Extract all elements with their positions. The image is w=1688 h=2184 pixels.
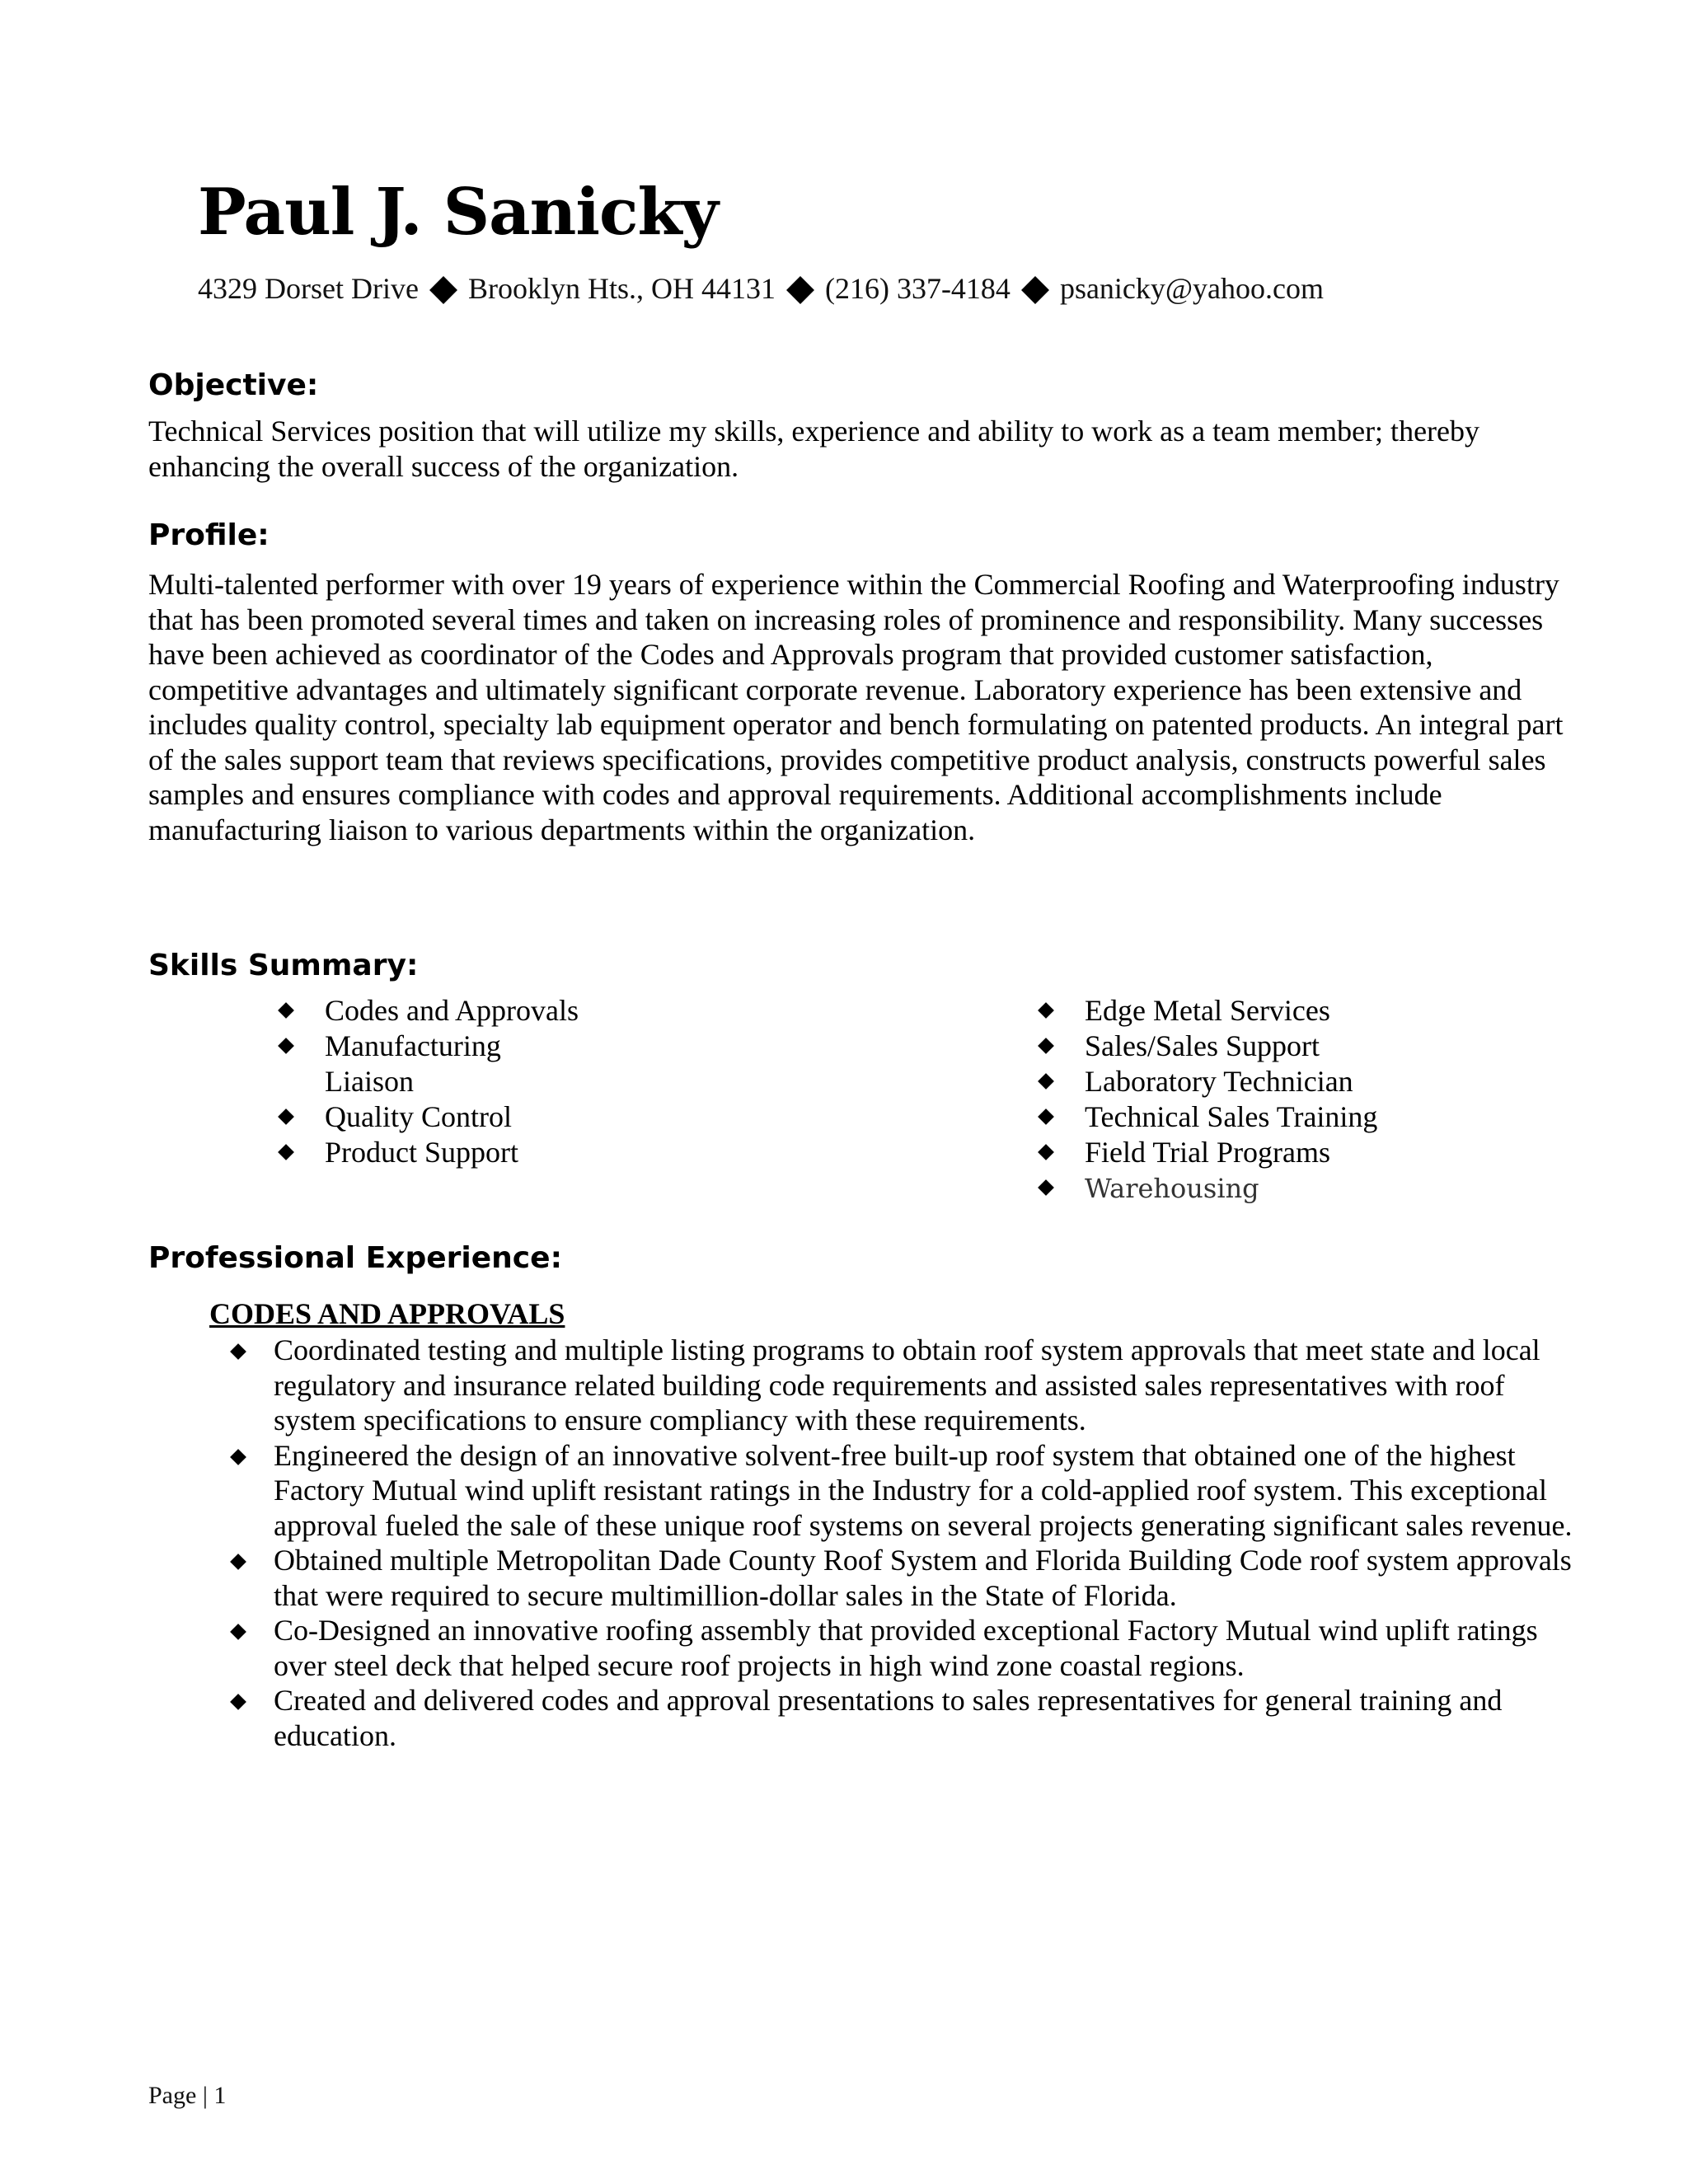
profile-heading: Profile:	[148, 518, 270, 552]
list-item	[224, 1438, 1576, 1544]
list-item	[224, 1333, 1576, 1438]
list-item	[224, 1613, 1576, 1683]
skill-label: Sales/Sales Support	[1085, 1029, 1320, 1062]
experience-item-text: Obtained multiple Metropolitan Dade County Roof System and Florida Building Code roof system approvals that were required to secure multimillion-dollar sales in the State of Florida.	[274, 1544, 1572, 1612]
skills-list-right	[1037, 993, 1531, 1207]
contact-city: Brooklyn Hts., OH 44131	[467, 272, 776, 305]
diamond-bullet-icon	[278, 1144, 294, 1160]
skill-label: Laboratory Technician	[1085, 1065, 1353, 1098]
diamond-bullet-icon	[278, 1108, 294, 1125]
list-item	[224, 1543, 1576, 1613]
experience-item-text: Created and delivered codes and approval presentations to sales representatives for general training and education.	[274, 1684, 1503, 1752]
contact-address: 4329 Dorset Drive	[198, 272, 419, 305]
experience-item-text: Engineered the design of an innovative solvent-free built-up roof system that obtained one of the highest Factory Mutual wind uplift resistant ratings in the Industry for a cold-applied roof system. This exceptional approval fueled the sale of these unique roof systems on several projects generating significant sales revenue.	[274, 1438, 1573, 1542]
diamond-bullet-icon	[1038, 1002, 1054, 1019]
experience-list	[224, 1333, 1576, 1753]
skill-label: Field Trial Programs	[1085, 1136, 1331, 1169]
candidate-name: Paul J. Sanicky	[198, 175, 718, 250]
experience-item-text: Coordinated testing and multiple listing programs to obtain roof system approvals that meet state and local regulatory and insurance related building code requirements and assisted sales representatives with roof system specifications to ensure compliancy with these requirements.	[274, 1333, 1540, 1436]
experience-item-text: Co-Designed an innovative roofing assembly that provided exceptional Factory Mutual wind uplift ratings over steel deck that helped secure roof projects in high wind zone coastal regions.	[274, 1614, 1538, 1682]
contact-line	[198, 270, 1324, 307]
skills-list-left	[277, 993, 590, 1170]
list-item	[1037, 1170, 1531, 1207]
list-item	[1037, 993, 1531, 1029]
diamond-bullet-icon	[230, 1449, 246, 1465]
list-item	[277, 1135, 590, 1170]
contact-email[interactable]: psanicky@yahoo.com	[1059, 272, 1325, 305]
list-item	[277, 993, 590, 1029]
diamond-separator-icon	[1021, 276, 1049, 304]
page-number: Page | 1	[148, 2082, 227, 2109]
contact-phone: (216) 337-4184	[824, 272, 1010, 305]
profile-text: Multi-talented performer with over 19 years of experience within the Commercial Roofing and Waterproofing industry that has been promoted several times and taken on increasing roles of prominence and responsibility. Many successes have been achieved as coordinator of the Codes and Approvals program that provided customer satisfaction, competitive advantages and ultimately significant corporate revenue. Laboratory experience has been extensive and includes quality control, specialty lab equipment operator and bench formulating on patented products. An integral part of the sales support team that reviews specifications, provides competitive product analysis, constructs powerful sales samples and ensures compliance with codes and approval requirements. Additional accomplishments include manufacturing liaison to various departments within the organization.	[148, 568, 1564, 846]
diamond-bullet-icon	[278, 1002, 294, 1019]
skill-label: Edge Metal Services	[1085, 994, 1330, 1027]
diamond-separator-icon	[786, 276, 814, 304]
diamond-separator-icon	[429, 276, 457, 304]
diamond-bullet-icon	[230, 1554, 246, 1570]
list-item	[224, 1683, 1576, 1753]
list-item	[1037, 1029, 1531, 1064]
experience-heading: Professional Experience:	[148, 1241, 562, 1275]
diamond-bullet-icon	[1038, 1144, 1054, 1160]
skill-label: Warehousing	[1085, 1173, 1259, 1204]
diamond-bullet-icon	[230, 1624, 246, 1640]
objective-text: Technical Services position that will utilize my skills, experience and ability to work as a team member; thereby enhancing the overall success of the organization.	[148, 415, 1480, 483]
skill-label: Technical Sales Training	[1085, 1100, 1378, 1133]
list-item	[1037, 1135, 1531, 1170]
diamond-bullet-icon	[1038, 1038, 1054, 1054]
skill-label: Product Support	[325, 1136, 519, 1169]
diamond-bullet-icon	[230, 1694, 246, 1710]
skill-label: Codes and Approvals	[325, 994, 579, 1027]
diamond-bullet-icon	[1038, 1179, 1054, 1196]
skill-label: Quality Control	[325, 1100, 512, 1133]
list-item	[277, 1099, 590, 1135]
list-item	[1037, 1099, 1531, 1135]
list-item	[277, 1029, 590, 1099]
experience-subheading: CODES AND APPROVALS	[209, 1297, 565, 1330]
skill-label: Manufacturing Liaison	[325, 1029, 501, 1098]
skills-heading: Skills Summary:	[148, 949, 419, 982]
diamond-bullet-icon	[1038, 1108, 1054, 1125]
diamond-bullet-icon	[1038, 1073, 1054, 1090]
list-item	[1037, 1064, 1531, 1099]
diamond-bullet-icon	[278, 1038, 294, 1054]
diamond-bullet-icon	[230, 1343, 246, 1360]
objective-heading: Objective:	[148, 368, 319, 402]
